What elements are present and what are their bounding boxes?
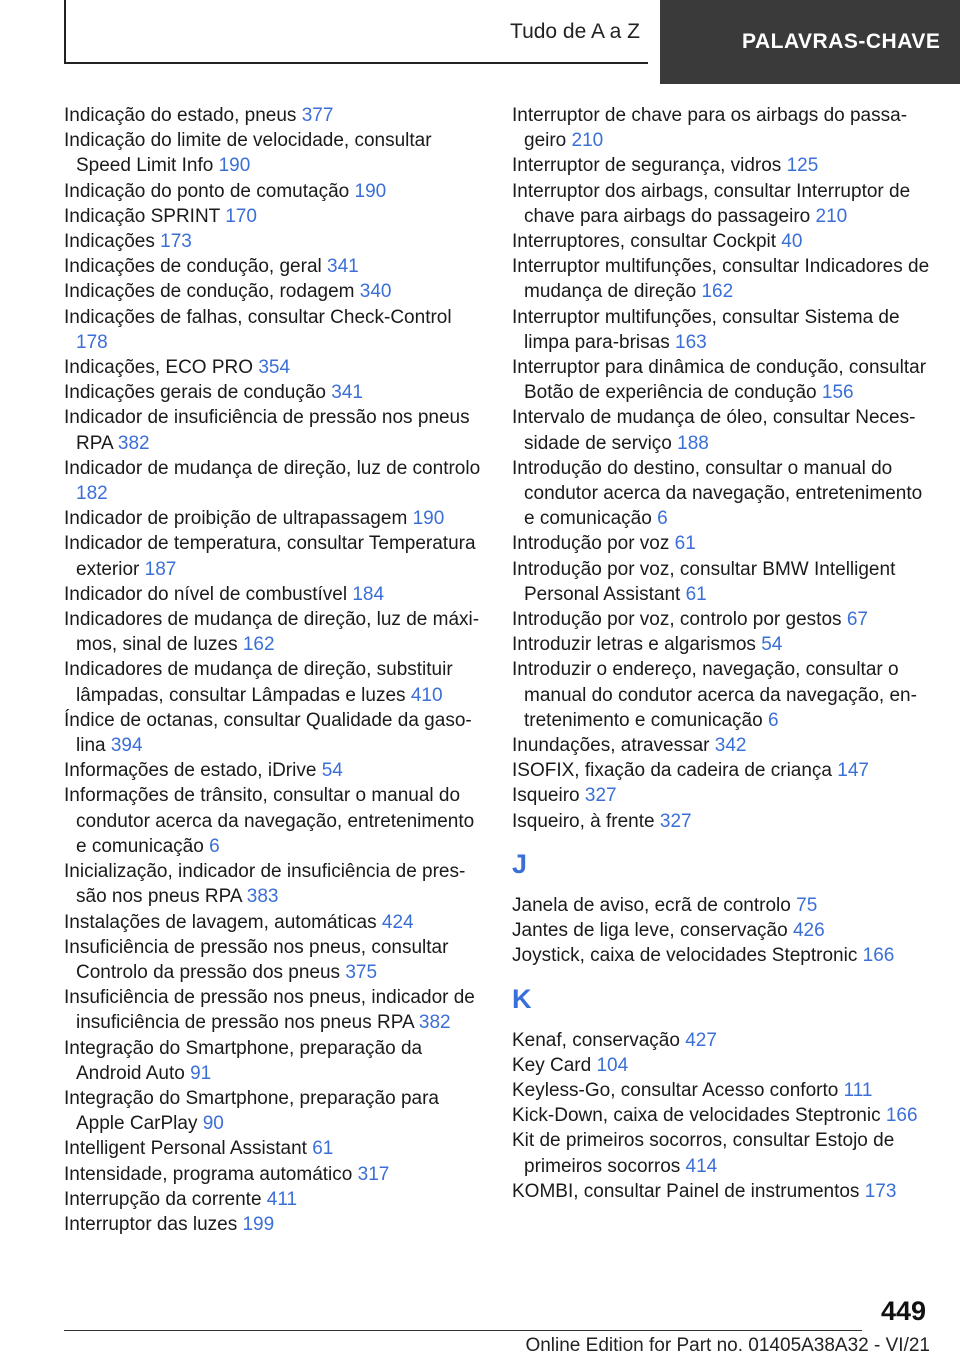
index-entry <box>64 758 484 783</box>
page-reference-link[interactable]: 61 <box>685 583 707 605</box>
index-term: Interruptor multifunções, consultar Indicadores de mudança de direção <box>512 256 930 303</box>
index-entry <box>512 943 932 968</box>
index-term: Key Card <box>512 1054 592 1076</box>
index-term: Jantes de liga leve, conservação <box>512 920 788 942</box>
page-reference-link[interactable]: 40 <box>781 231 803 253</box>
index-term: Inicialização, indicador de insuficiência de pressão nos pneus RPA <box>64 861 466 908</box>
index-entry <box>64 985 484 1035</box>
index-entry <box>64 657 484 707</box>
index-column-right <box>512 103 932 1204</box>
index-entry <box>64 204 484 229</box>
index-term: Interruptor das luzes <box>64 1213 238 1235</box>
page-reference-link[interactable]: 6 <box>657 508 668 530</box>
index-term: Insuficiência de pressão nos pneus, indicador de insuficiência de pressão nos pneus RPA <box>64 987 475 1034</box>
page-reference-link[interactable]: 410 <box>410 684 443 706</box>
page-reference-link[interactable]: 166 <box>885 1105 918 1127</box>
index-entry <box>512 103 932 153</box>
index-entry <box>512 733 932 758</box>
index-term: Keyless-Go, consultar Acesso conforto <box>512 1079 839 1101</box>
index-term: Janela de aviso, ecrã de controlo <box>512 894 791 916</box>
page-reference-link[interactable]: 427 <box>685 1029 717 1051</box>
chapter-tab: PALAVRAS-CHAVE <box>660 0 960 84</box>
footer-rule <box>64 1330 862 1331</box>
index-term: Indicações gerais de condução <box>64 382 326 404</box>
index-term: Interruptor multifunções, consultar Sistema de limpa para-brisas <box>512 306 900 353</box>
page-reference-link[interactable]: 156 <box>821 382 854 404</box>
index-entry <box>64 355 484 380</box>
page-reference-link[interactable]: 199 <box>242 1213 275 1235</box>
page-reference-link[interactable]: 341 <box>331 382 363 404</box>
page-reference-link[interactable]: 190 <box>354 180 387 202</box>
page-reference-link[interactable]: 54 <box>321 760 343 782</box>
index-term: Isqueiro <box>512 785 580 807</box>
page-reference-link[interactable]: 394 <box>110 735 143 757</box>
index-term: Índice de octanas, consultar Qualidade da gasolina <box>64 709 472 757</box>
index-entry <box>512 632 932 657</box>
page-reference-link[interactable]: 162 <box>701 281 734 303</box>
index-term: Indicação do estado, pneus <box>64 105 297 126</box>
index-entry <box>512 1103 932 1128</box>
letter-heading-j: J <box>512 848 528 879</box>
page-reference-link[interactable]: 182 <box>76 483 108 505</box>
index-term: Interruptor de segurança, vidros <box>512 155 782 177</box>
page-reference-link[interactable]: 382 <box>117 432 150 454</box>
page-reference-link[interactable]: 414 <box>685 1155 718 1177</box>
page-reference-link[interactable]: 210 <box>571 130 604 152</box>
index-term: Indicador de temperatura, consultar Temperatura exterior <box>64 533 476 580</box>
index-entry <box>512 809 932 834</box>
index-term: Indicações de falhas, consultar Check-Control <box>64 306 452 328</box>
index-entry <box>64 405 484 455</box>
index-term: Indicações <box>64 231 155 253</box>
index-entry <box>64 1036 484 1086</box>
index-term: Interruptor dos airbags, consultar Interruptor de chave para airbags do passageiro <box>512 180 911 227</box>
index-entry <box>512 1028 932 1053</box>
index-entry <box>64 1136 484 1161</box>
page-reference-link[interactable]: 354 <box>258 357 291 379</box>
page-reference-link[interactable]: 54 <box>761 634 783 656</box>
page-reference-link[interactable]: 426 <box>792 920 825 942</box>
index-term: Interrupção da corrente <box>64 1188 262 1210</box>
index-entry <box>512 456 932 532</box>
index-entry <box>64 254 484 279</box>
index-entry <box>64 305 484 355</box>
page-reference-link[interactable]: 125 <box>786 155 819 177</box>
index-entry <box>512 229 932 254</box>
page-reference-link[interactable]: 341 <box>327 256 359 278</box>
letter-heading-k: K <box>512 983 532 1014</box>
index-entry <box>512 405 932 455</box>
index-entry <box>512 1128 932 1178</box>
page-reference-link[interactable]: 342 <box>714 735 747 757</box>
index-entry <box>512 657 932 733</box>
index-entry <box>64 708 484 758</box>
index-entry <box>64 935 484 985</box>
index-term: Inundações, atravessar <box>512 735 710 757</box>
index-entry <box>512 179 932 229</box>
index-entry <box>64 783 484 859</box>
page-reference-link[interactable]: 166 <box>862 945 895 967</box>
index-term: Kenaf, conservação <box>512 1029 680 1051</box>
page-reference-link[interactable]: 162 <box>242 634 275 656</box>
page-number: 449 <box>880 1296 926 1326</box>
index-term: Informações de estado, iDrive <box>64 760 317 782</box>
index-term: Intervalo de mudança de óleo, consultar Necessidade de serviço <box>512 407 916 454</box>
index-term: Indicador de mudança de direção, luz de controlo <box>64 457 481 479</box>
index-entry <box>512 305 932 355</box>
page-reference-link[interactable]: 104 <box>596 1054 629 1076</box>
index-entry <box>64 179 484 204</box>
page-reference-link[interactable]: 187 <box>144 558 177 580</box>
page-reference-link[interactable]: 173 <box>864 1180 897 1202</box>
page-reference-link[interactable]: 317 <box>357 1163 390 1185</box>
header-rule-left <box>64 0 66 64</box>
index-term: Informações de trânsito, consultar o manual do condutor acerca da navegação, entretenimento e comunicação <box>64 785 475 857</box>
index-entry <box>512 557 932 607</box>
page-reference-link[interactable]: 6 <box>209 835 220 857</box>
index-term: Indicações, ECO PRO <box>64 357 254 379</box>
index-entry <box>512 918 932 943</box>
page-reference-link[interactable]: 188 <box>677 432 709 454</box>
index-entry <box>512 1179 932 1204</box>
page-reference-link[interactable]: 61 <box>674 533 696 555</box>
page-reference-link[interactable]: 382 <box>418 1012 451 1034</box>
page-reference-link[interactable]: 340 <box>359 281 392 303</box>
section-title: Tudo de A a Z <box>510 20 640 43</box>
page-reference-link[interactable]: 90 <box>202 1113 224 1135</box>
index-entry <box>64 103 484 128</box>
index-entry <box>512 758 932 783</box>
index-term: Kit de primeiros socorros, consultar Estojo de primeiros socorros <box>512 1130 895 1177</box>
index-entry <box>512 607 932 632</box>
page-reference-link[interactable]: 184 <box>352 583 385 605</box>
index-term: Insuficiência de pressão nos pneus, consultar Controlo da pressão dos pneus <box>64 936 449 983</box>
index-term: Isqueiro, à frente <box>512 810 655 832</box>
page-reference-link[interactable]: 91 <box>190 1062 212 1084</box>
page-reference-link[interactable]: 111 <box>843 1079 873 1101</box>
index-term: Intensidade, programa automático <box>64 1163 353 1185</box>
page-reference-link[interactable]: 163 <box>675 331 707 353</box>
index-term: Indicador de proibição de ultrapassagem <box>64 508 408 530</box>
index-term: Indicações de condução, geral <box>64 256 322 278</box>
index-entry <box>512 1053 932 1078</box>
index-entry <box>512 355 932 405</box>
index-entry <box>512 153 932 178</box>
index-list-left <box>64 103 484 1237</box>
index-term: Interruptor de chave para os airbags do passageiro <box>512 105 908 152</box>
index-term: KOMBI, consultar Painel de instrumentos <box>512 1180 860 1202</box>
index-entry <box>512 893 932 918</box>
index-entry <box>64 1086 484 1136</box>
page-reference-link[interactable]: 424 <box>381 911 414 933</box>
index-term: Introdução por voz, controlo por gestos <box>512 609 842 631</box>
index-term: Indicadores de mudança de direção, substituir lâmpadas, consultar Lâmpadas e luzes <box>64 659 453 706</box>
index-list-k <box>512 1028 932 1204</box>
index-list-j <box>512 893 932 969</box>
index-term: Interruptores, consultar Cockpit <box>512 231 777 253</box>
page-reference-link[interactable]: 178 <box>76 331 108 353</box>
page-reference-link[interactable]: 6 <box>767 709 779 731</box>
page-reference-link[interactable]: 377 <box>301 105 334 126</box>
index-term: Indicador de insuficiência de pressão nos pneus RPA <box>64 407 470 454</box>
index-term: Intelligent Personal Assistant <box>64 1138 307 1160</box>
index-entry <box>64 128 484 178</box>
header-rule <box>64 62 648 64</box>
page-reference-link[interactable]: 173 <box>160 231 192 253</box>
index-term: Indicadores de mudança de direção, luz de máximos, sinal de luzes <box>64 609 480 656</box>
page-reference-link[interactable]: 170 <box>225 205 257 227</box>
page-reference-link[interactable]: 190 <box>218 155 251 177</box>
index-term: Integração do Smartphone, preparação para Apple CarPlay <box>64 1087 439 1135</box>
index-entry <box>64 607 484 657</box>
index-entry <box>64 506 484 531</box>
index-term: Indicação SPRINT <box>64 205 220 227</box>
index-term: Kick-Down, caixa de velocidades Steptronic <box>512 1105 881 1127</box>
index-entry <box>512 1078 932 1103</box>
page-reference-link[interactable]: 411 <box>266 1188 298 1210</box>
index-entry <box>64 531 484 581</box>
footer-edition-note: Online Edition for Part no. 01405A38A32 - VI/21 <box>525 1335 930 1356</box>
index-list-i-continued <box>512 103 932 834</box>
index-entry <box>512 531 932 556</box>
index-term: Introdução do destino, consultar o manual do condutor acerca da navegação, entretenimento e comunicação <box>512 457 923 530</box>
index-entry <box>64 910 484 935</box>
index-term: Indicação do ponto de comutação <box>64 180 350 202</box>
page-reference-link[interactable]: 210 <box>815 205 848 227</box>
index-term: Instalações de lavagem, automáticas <box>64 911 377 933</box>
index-term: Indicações de condução, rodagem <box>64 281 355 303</box>
index-term: Integração do Smartphone, preparação da Android Auto <box>64 1037 423 1084</box>
index-entry <box>64 229 484 254</box>
page-reference-link[interactable]: 61 <box>312 1138 334 1160</box>
index-entry <box>64 279 484 304</box>
page-reference-link[interactable]: 67 <box>846 609 868 631</box>
index-term: ISOFIX, fixação da cadeira de criança <box>512 760 832 782</box>
page-reference-link[interactable]: 375 <box>345 961 378 983</box>
index-entry <box>64 456 484 506</box>
page-reference-link[interactable]: 147 <box>837 760 869 782</box>
index-term: Joystick, caixa de velocidades Steptronic <box>512 945 858 967</box>
index-entry <box>64 1212 484 1237</box>
page-reference-link[interactable]: 75 <box>796 894 818 916</box>
index-term: Introduzir o endereço, navegação, consultar o manual do condutor acerca da navegação, entretenimento e comunicação <box>512 659 917 731</box>
page-reference-link[interactable]: 190 <box>412 508 445 530</box>
index-entry <box>512 254 932 304</box>
index-entry <box>64 1162 484 1187</box>
index-column-left <box>64 103 484 1237</box>
index-entry <box>64 582 484 607</box>
index-entry <box>64 859 484 909</box>
index-entry <box>64 1187 484 1212</box>
page-reference-link[interactable]: 327 <box>584 785 617 807</box>
index-term: Indicador do nível de combustível <box>64 583 348 605</box>
index-entry <box>64 380 484 405</box>
index-term: Introduzir letras e algarismos <box>512 634 756 656</box>
index-entry <box>512 783 932 808</box>
index-term: Interruptor para dinâmica de condução, consultar Botão de experiência de condução <box>512 357 927 404</box>
index-term: Introdução por voz, consultar BMW Intelligent Personal Assistant <box>512 558 896 605</box>
index-term: Introdução por voz <box>512 533 670 555</box>
page-reference-link[interactable]: 383 <box>246 886 279 908</box>
index-term: Indicação do limite de velocidade, consultar Speed Limit Info <box>64 130 432 177</box>
page-reference-link[interactable]: 327 <box>659 810 692 832</box>
